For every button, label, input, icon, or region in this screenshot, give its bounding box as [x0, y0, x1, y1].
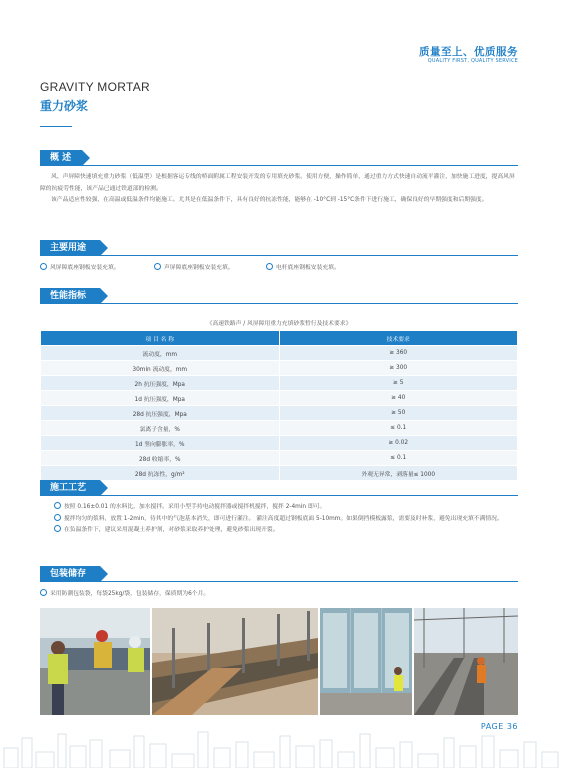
process-step: 在负温条件下，建议采用混凝土养护剂，对砂浆采取养护处理，避免砂浆出现开裂。 [40, 525, 518, 537]
section-specs-header [40, 288, 518, 304]
table-row [41, 346, 518, 361]
section-overview-header [40, 150, 518, 166]
photo-sound-barrier [320, 608, 412, 715]
overview-paragraph-1: 风、声屏障快速填充重力砂浆（低温型）是根据客运专线的桥面附属工程安装开发的专用填充砂浆。使用方便，操作简单，通过重力方式快速自动流平灌注，加快施工进度，提高风屏障的抗疲劳性能，该产品已通过铁道部的检测。 [40, 174, 515, 192]
slogan-en: QUALITY FIRST, QUALITY SERVICE [427, 58, 518, 64]
process-list [40, 502, 518, 537]
page-number: PAGE 36 [480, 722, 518, 731]
table-header-item: 项 目 名 称 [41, 331, 280, 346]
table-cell-item: 28d 收缩率，% [41, 451, 280, 466]
table-cell-item: 1d 竖向膨胀率，% [41, 436, 280, 451]
section-divider [40, 495, 518, 496]
spec-table-body [41, 346, 518, 481]
bullet-circle-icon [40, 263, 47, 270]
table-row [41, 466, 518, 481]
bullet-circle-icon [54, 525, 61, 532]
table-row [41, 391, 518, 406]
city-skyline-decoration [0, 728, 562, 768]
photo-rail-barrier [152, 608, 318, 715]
table-cell-requirement: ≥ 300 [279, 361, 518, 376]
bullet-circle-icon [54, 514, 61, 521]
use-item: 声屏障底座钢板安装充填。 [154, 263, 234, 273]
section-overview-title: 概 述 [40, 150, 82, 166]
overview-paragraph-2: 该产品适应性较强，在高温或低温条件均能施工。尤其是在低温条件下，具有良好的抗冻性能，能够在 -10°C到 -15°C条件下进行施工，确保良好的早期强度和后期强度。 [51, 197, 488, 203]
table-caption: 《高速铁路声 / 风屏障用重力充填砂浆暂行及技术要求》 [206, 321, 352, 327]
table-cell-item: 2h 抗压强度，Mpa [41, 376, 280, 391]
spec-table [40, 330, 518, 481]
table-cell-item: 流动度，mm [41, 346, 280, 361]
table-cell-requirement: ≥ 360 [279, 346, 518, 361]
use-item: 风屏障底座钢板安装充填。 [40, 263, 120, 273]
packaging-item: 采用防潮包装袋，每袋25kg/袋，包装储存，保质期为6个月。 [40, 589, 209, 599]
table-cell-requirement: ≥ 5 [279, 376, 518, 391]
table-cell-item: 氯离子含量，% [41, 421, 280, 436]
table-row [41, 361, 518, 376]
photo-workers-grouting [40, 608, 150, 715]
section-divider [40, 255, 518, 256]
photo-railway-track [414, 608, 518, 715]
table-row [41, 376, 518, 391]
product-title-en: GRAVITY MORTAR [40, 80, 150, 94]
table-cell-requirement: ≥ 40 [279, 391, 518, 406]
slogan: 质量至上、优质服务 [419, 46, 518, 58]
title-underline [40, 126, 72, 127]
process-step: 搅拌均匀的浆料，放置 1-2min，待其中的气泡基本消失，即可进行灌注。 灌注高度超过钢板底面 5-10mm。如果倒挡模板露浆，需要及时补浆，避免出现充填不满情况。 [40, 514, 518, 526]
table-row [41, 421, 518, 436]
table-row [41, 451, 518, 466]
section-packaging-title: 包装储存 [40, 566, 100, 582]
section-uses-title: 主要用途 [40, 240, 100, 256]
section-process-header [40, 480, 518, 496]
table-cell-item: 28d 抗压强度，Mpa [41, 406, 280, 421]
section-specs-title: 性能指标 [40, 288, 100, 304]
section-packaging-header [40, 566, 518, 582]
table-cell-requirement: ≥ 0.02 [279, 436, 518, 451]
section-divider [40, 303, 518, 304]
section-uses-header [40, 240, 518, 256]
table-cell-item: 1d 抗压强度，Mpa [41, 391, 280, 406]
table-cell-item: 30min 流动度，mm [41, 361, 280, 376]
product-title-zh: 重力砂浆 [40, 99, 89, 113]
table-cell-requirement: 外观无异常，剥落量≤ 1000 [279, 466, 518, 481]
section-process-title: 施工工艺 [40, 480, 100, 496]
bullet-circle-icon [54, 502, 61, 509]
table-cell-requirement: ≤ 0.1 [279, 451, 518, 466]
bullet-circle-icon [40, 589, 47, 596]
bullet-circle-icon [266, 263, 273, 270]
overview-text [40, 172, 518, 207]
table-row [41, 406, 518, 421]
use-item: 电杆底座钢板安装充填。 [266, 263, 340, 273]
table-cell-requirement: ≥ 50 [279, 406, 518, 421]
bullet-circle-icon [154, 263, 161, 270]
table-cell-item: 28d 抗冻性，g/m² [41, 466, 280, 481]
table-header-requirement: 技术要求 [279, 331, 518, 346]
section-divider [40, 165, 518, 166]
table-cell-requirement: ≤ 0.1 [279, 421, 518, 436]
process-step: 按照 0.16±0.01 的水料比，加水搅拌。采用小型手持电动搅拌器或搅拌机搅拌，搅拌 2-4min 即可。 [40, 502, 518, 514]
section-divider [40, 581, 518, 582]
table-row [41, 436, 518, 451]
